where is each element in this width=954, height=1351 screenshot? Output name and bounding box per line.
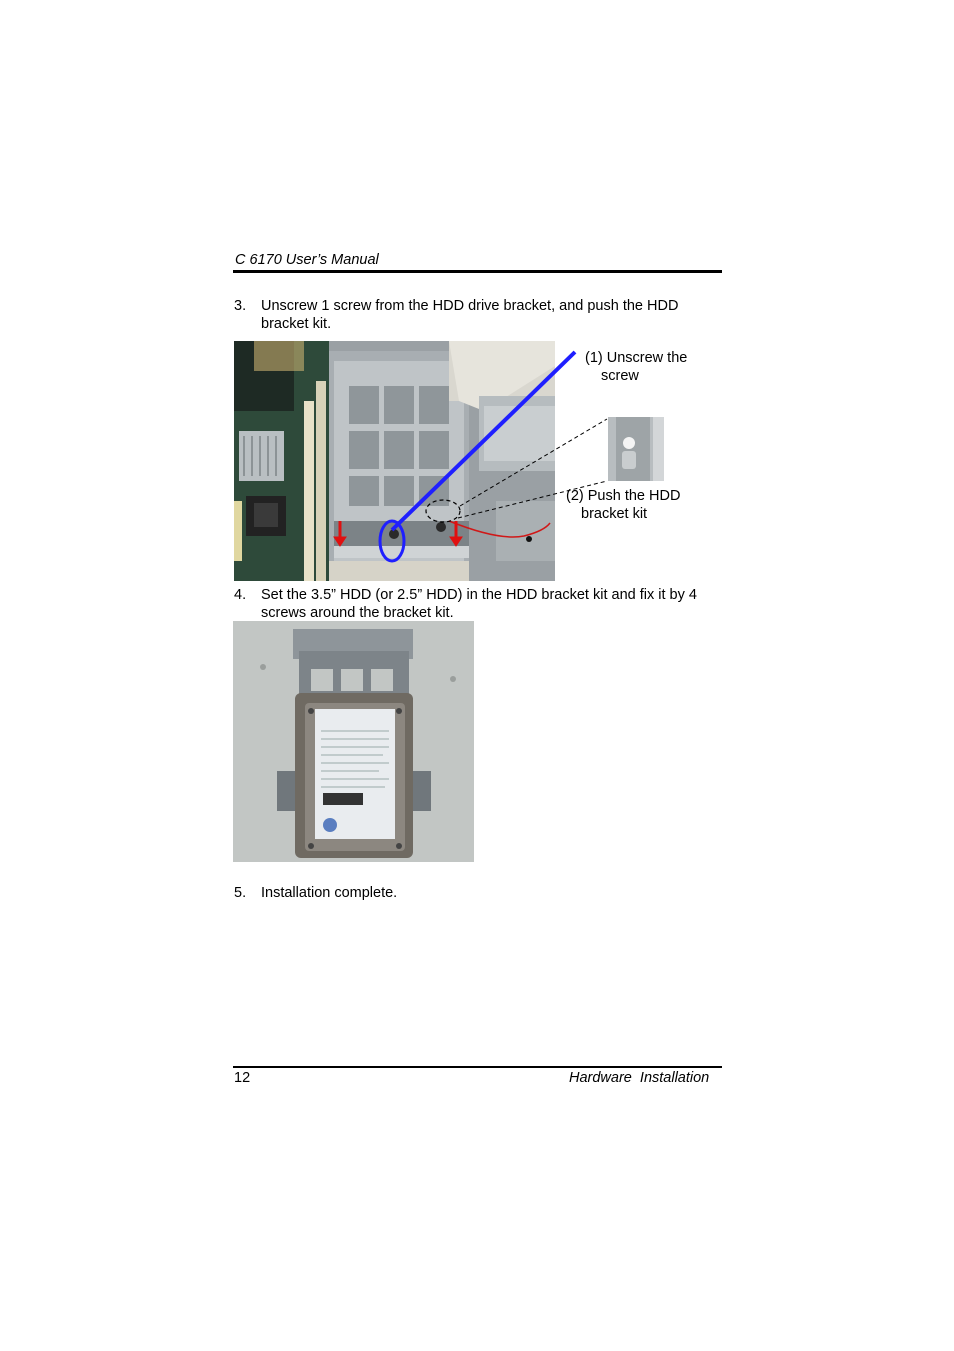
callout-push-line1: (2) Push the HDD (566, 488, 681, 504)
step-text: Unscrew 1 screw from the HDD drive bracket, and push the HDD bracket kit. (261, 298, 679, 332)
running-header: C 6170 User’s Manual (235, 252, 379, 268)
step-text: Set the 3.5” HDD (or 2.5” HDD) in the HDD bracket kit and fix it by 4 screws around the bracket kit. (261, 587, 697, 621)
step-5 (234, 884, 714, 904)
page-number: 12 (234, 1070, 251, 1086)
footer-rule (233, 1066, 722, 1068)
step-number: 3. (234, 298, 247, 314)
step-text: Installation complete. (261, 885, 398, 901)
step-4 (234, 586, 714, 626)
callout-unscrew-line2: screw (601, 368, 639, 384)
callout-unscrew-line1: (1) Unscrew the (585, 350, 688, 366)
callout-push-line2: bracket kit (581, 506, 648, 522)
footer-section-title: Hardware Installation (569, 1070, 710, 1086)
step-number: 5. (234, 885, 247, 901)
photo-hdd-in-bracket (233, 621, 474, 862)
inset-screw-closeup (608, 417, 664, 481)
step-number: 4. (234, 587, 247, 603)
